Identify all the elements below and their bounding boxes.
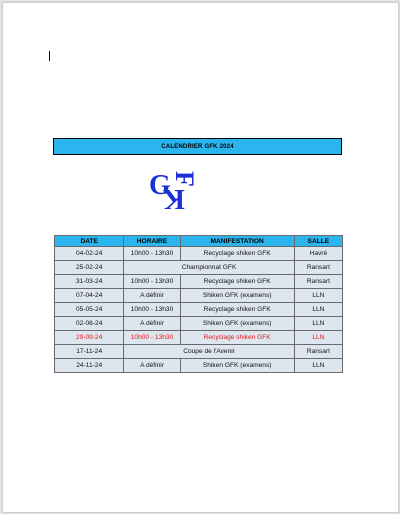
- table-row: [55, 247, 343, 261]
- cell-horaire: A définir: [124, 289, 180, 303]
- cell-date: 17-11-24: [55, 345, 124, 359]
- cell-salle: LLN: [294, 359, 342, 373]
- cell-salle: Ransart: [294, 345, 342, 359]
- table-row: [55, 317, 343, 331]
- calendar-title: CALENDRIER GFK 2024: [53, 138, 342, 155]
- cell-date: 05-05-24: [55, 303, 124, 317]
- header-horaire: HORAIRE: [124, 236, 180, 247]
- gfk-logo: [143, 168, 213, 218]
- logo-letter-k: K: [163, 183, 185, 214]
- cell-salle: LLN: [294, 303, 342, 317]
- cell-horaire: 10h00 - 13h30: [124, 303, 180, 317]
- header-salle: SALLE: [294, 236, 342, 247]
- table-row: [55, 261, 343, 275]
- cell-date: 29-09-24: [55, 331, 124, 345]
- cell-horaire: A définir: [124, 317, 180, 331]
- cell-manifestation: Shiken GFK (examens): [180, 317, 294, 331]
- cell-date: 02-06-24: [55, 317, 124, 331]
- table-row: [55, 275, 343, 289]
- table-row: [55, 303, 343, 317]
- cell-manifestation: Shiken GFK (examens): [180, 289, 294, 303]
- cell-date: 25-02-24: [55, 261, 124, 275]
- cell-manifestation: Championnat GFK: [124, 261, 294, 275]
- cell-salle: LLN: [294, 289, 342, 303]
- cell-manifestation: Recyclage shiken GFK: [180, 303, 294, 317]
- table-row: [55, 359, 343, 373]
- cell-manifestation: Recyclage shiken GFK: [180, 247, 294, 261]
- header-manifestation: MANIFESTATION: [180, 236, 294, 247]
- cell-manifestation: Recyclage shiken GFK: [180, 331, 294, 345]
- cell-salle: Havré: [294, 247, 342, 261]
- header-date: DATE: [55, 236, 124, 247]
- cell-horaire: 10h00 - 13h30: [124, 331, 180, 345]
- cell-date: 24-11-24: [55, 359, 124, 373]
- table-header-row: [55, 236, 343, 247]
- table-body: [55, 247, 343, 373]
- cell-date: 31-03-24: [55, 275, 124, 289]
- calendar-table: [54, 235, 343, 373]
- cell-manifestation: Recyclage shiken GFK: [180, 275, 294, 289]
- cell-horaire: 10h00 - 13h30: [124, 275, 180, 289]
- table-row: [55, 331, 343, 345]
- cell-salle: Ransart: [294, 261, 342, 275]
- table-row: [55, 289, 343, 303]
- table-row: [55, 345, 343, 359]
- cell-manifestation: Coupe de l'Avenir: [124, 345, 294, 359]
- cell-salle: LLN: [294, 331, 342, 345]
- logo-letter-f: F: [169, 171, 199, 187]
- cell-horaire: 10h00 - 13h30: [124, 247, 180, 261]
- cell-manifestation: Shiken GFK (examens): [180, 359, 294, 373]
- cell-horaire: A définir: [124, 359, 180, 373]
- cell-date: 04-02-24: [55, 247, 124, 261]
- cell-salle: LLN: [294, 317, 342, 331]
- cell-date: 07-04-24: [55, 289, 124, 303]
- text-cursor: [49, 51, 50, 61]
- cell-salle: Ransart: [294, 275, 342, 289]
- logo-letter-g: G: [149, 170, 171, 201]
